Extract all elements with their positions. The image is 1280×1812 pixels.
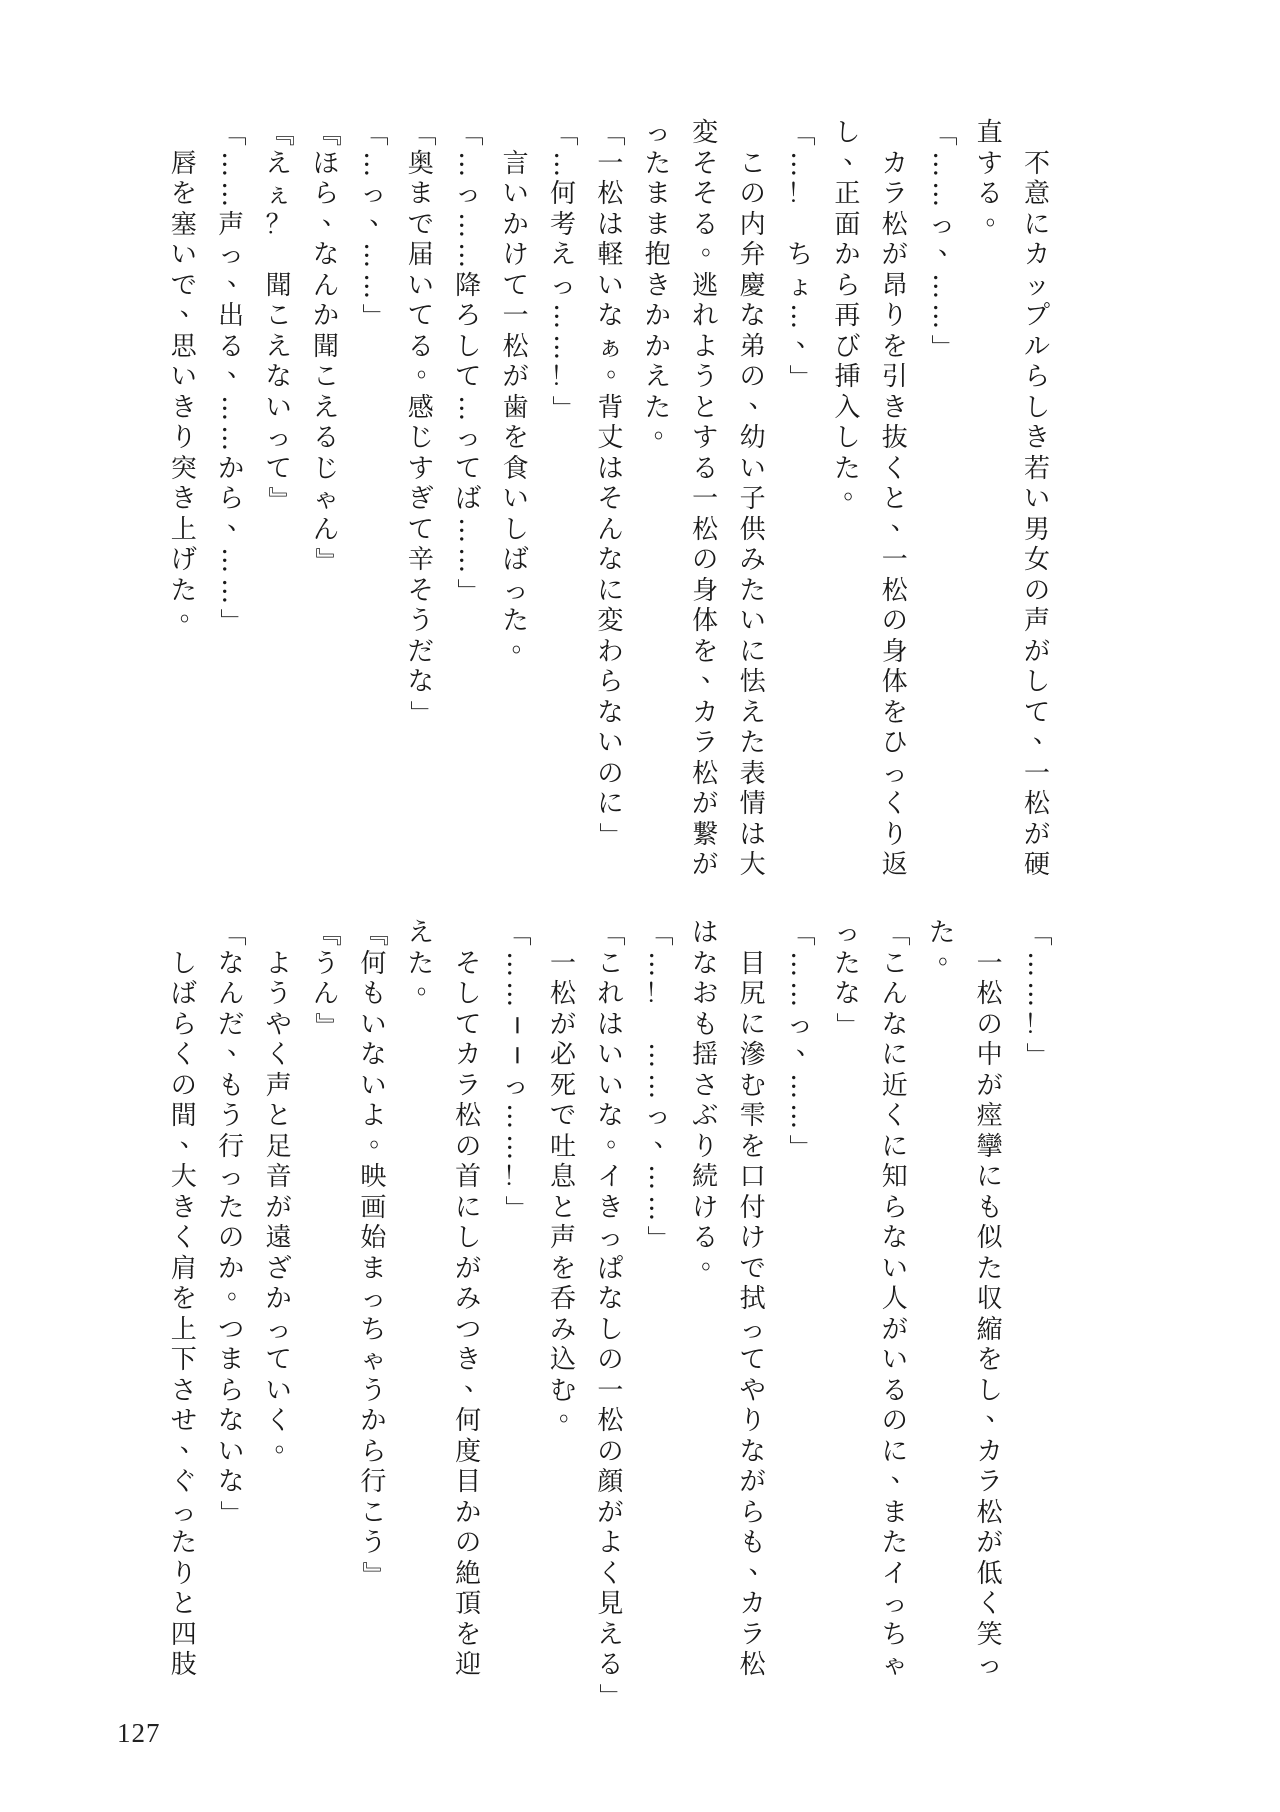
text-column: 一 松 が 必 死 で 吐 息 と 声 を 呑 み 込 む 。	[549, 948, 585, 1427]
text-column: え た 。	[407, 918, 443, 1000]
page-number: 127	[117, 1718, 161, 1748]
text-column: 言 い か け て 一 松 が 歯 を 食 い し ば っ た 。	[502, 148, 538, 658]
text-column: 不 意 に カ ッ プ ル ら し き 若 い 男 女 の 声 が し て 、 一 松 が 硬	[1023, 148, 1059, 880]
text-column: 「 … … ─ ─ っ … … ！ 」	[500, 920, 531, 1221]
text-column: 「 奥 ま で 届 い て る 。 感 じ す ぎ て 辛 そ う だ な 」	[406, 120, 443, 726]
text-column: は な お も 揺 さ ぶ り 続 け る 。	[692, 918, 728, 1275]
text-column: 「 … ！ ち ょ … 、 」	[785, 120, 822, 391]
text-column: 「 … … っ 、 … … 」	[785, 920, 822, 1160]
text-column: こ の 内 弁 慶 な 弟 の 、 幼 い 子 供 み た い に 怯 え た 表 情 は 大	[739, 148, 775, 880]
text-column: 「 … ！ … … っ 、 … … 」	[643, 920, 680, 1252]
text-column: た 。	[929, 918, 965, 970]
text-column: 「 こ れ は い い な 。 イ き っ ぱ な し の 一 松 の 顔 が よ く 見 え る 」	[595, 920, 633, 1709]
text-column: 「 … っ … … 降 ろ し て … っ て ば … … 」	[453, 120, 484, 604]
text-column: 『 え ぇ ？ 聞 こ え な い っ て 』	[263, 120, 294, 513]
text-column: カ ラ 松 が 昂 り を 引 き 抜 く と 、 一 松 の 身 体 を ひ っ く り 返	[881, 148, 917, 880]
text-column: よ う や く 声 と 足 音 が 遠 ざ か っ て い く 。	[265, 948, 301, 1458]
text-column: 『 う ん 』	[311, 920, 342, 1038]
text-column: 「 … っ 、 … … 」	[358, 120, 396, 330]
text-column: 変 そ そ る 。 逃 れ よ う と す る 一 松 の 身 体 を 、 カ ラ 松 が 繋 が	[692, 118, 728, 880]
text-column: 「 … … っ 、 … … 」	[927, 120, 965, 360]
text-column: 『 ほ ら 、 な ん か 聞 こ え る じ ゃ ん 』	[311, 120, 348, 574]
text-column: 『 何 も い な い よ 。 映 画 始 ま っ ち ゃ う か ら 行 こ う 』	[358, 920, 396, 1587]
text-column: し ば ら く の 間 、 大 き く 肩 を 上 下 さ せ 、 ぐ っ た り と 四 肢	[170, 948, 206, 1680]
text-column: し 、 正 面 か ら 再 び 挿 入 し た 。	[834, 118, 870, 505]
text-column: 「 な ん だ 、 も う 行 っ た の か 。 つ ま ら な い な 」	[216, 920, 254, 1526]
text-column: っ た な 」	[832, 918, 863, 1038]
text-column: 「 … … ！ 」	[1022, 920, 1053, 1069]
text-column: 「 こ ん な に 近 く に 知 ら な い 人 が い る の に 、 ま た イ っ ち ゃ	[880, 920, 917, 1680]
text-column: っ た ま ま 抱 き か か え た 。	[644, 118, 680, 444]
text-column: 目 尻 に 滲 む 雫 を 口 付 け で 拭 っ て や り な が ら も 、 カ ラ 松	[739, 948, 775, 1680]
text-column: 直 す る 。	[976, 118, 1012, 231]
text-column: 「 一 松 は 軽 い な ぁ 。 背 丈 は そ ん な に 変 わ ら な い の に 」	[595, 120, 633, 848]
text-column: そ し て カ ラ 松 の 首 に し が み つ き 、 何 度 目 か の 絶 頂 を 迎	[455, 948, 491, 1680]
text-column: 「 … 何 考 え っ … … ！ 」	[548, 120, 579, 421]
text-column: 一 松 の 中 が 痙 攣 に も 似 た 収 縮 を し 、 カ ラ 松 が 低 く 笑 っ	[976, 948, 1012, 1680]
text-column: 「 … … 声 っ 、 出 る 、 … … か ら 、 … … 」	[216, 120, 254, 635]
text-column: 唇 を 塞 い で 、 思 い き り 突 き 上 げ た 。	[170, 148, 206, 627]
